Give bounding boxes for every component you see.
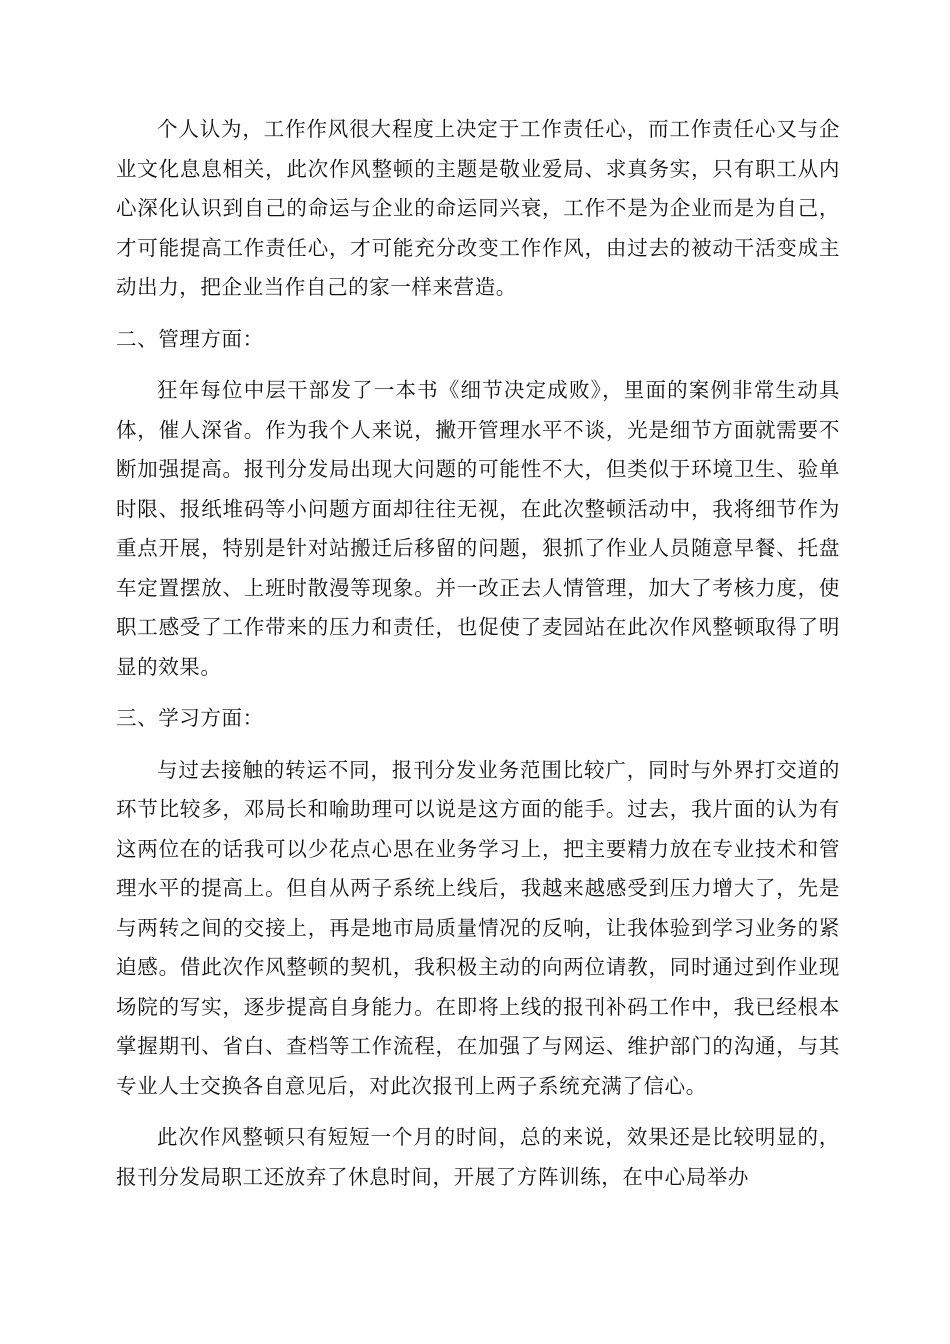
- section-heading-management: 二、管理方面：: [116, 326, 264, 351]
- paragraph-work-style: 个人认为，工作作风很大程度上决定于工作责任心，而工作责任心又与企业文化息息相关，此次作风整顿的主题是敬业爱局、求真务实，只有职工从内心深化认识到自己的命运与企业的命运同兴衰，工作不是为企业而是为自己，才可能提高工作责任心，才可能充分改变工作作风，由过去的被动干活变成主动出力，把企业当作自己的家一样来营造。: [116, 117, 840, 299]
- document-page: [116, 110, 840, 1197]
- paragraph-management: 狂年每位中层干部发了一本书《细节决定成败》，里面的案例非常生动具体，催人深省。作为我个人来说，撇开管理水平不谈，光是细节方面就需要不断加强提高。报刊分发局出现大问题的可能性不大，但类似于环境卫生、验单时限、报纸堆码等小问题方面却往往无视，在此次整顿活动中，我将细节作为重点开展，特别是针对站搬迁后移留的问题，狠抓了作业人员随意早餐、托盘车定置摆放、上班时散漫等现象。并一改正去人情管理，加大了考核力度，使职工感受了工作带来的压力和责任，也促使了麦园站在此次作风整顿取得了明显的效果。: [116, 378, 840, 679]
- paragraph-study: 与过去接触的转运不同，报刊分发业务范围比较广，同时与外界打交道的环节比较多，邓局长和喻助理可以说是这方面的能手。过去，我片面的认为有这两位在的话我可以少花点心思在业务学习上，把主要精力放在专业技术和管理水平的提高上。但自从两子系统上线后，我越来越感受到压力增大了，先是与两转之间的交接上，再是地市局质量情况的反响，让我体验到学习业务的紧迫感。借此次作风整顿的契机，我积极主动的向两位请教，同时通过到作业现场院的写实，逐步提高自身能力。在即将上线的报刊补码工作中，我已经根本掌握期刊、省白、查档等工作流程，在加强了与网运、维护部门的沟通，与其专业人士交换各自意见后，对此次报刊上两子系统充满了信心。: [116, 757, 840, 1098]
- section-heading-study: 三、学习方面：: [116, 706, 264, 730]
- paragraph-summary: 此次作风整顿只有短短一个月的时间，总的来说，效果还是比较明显的，报刊分发局职工还放弃了休息时间，开展了方阵训练，在中心局举办: [116, 1125, 840, 1189]
